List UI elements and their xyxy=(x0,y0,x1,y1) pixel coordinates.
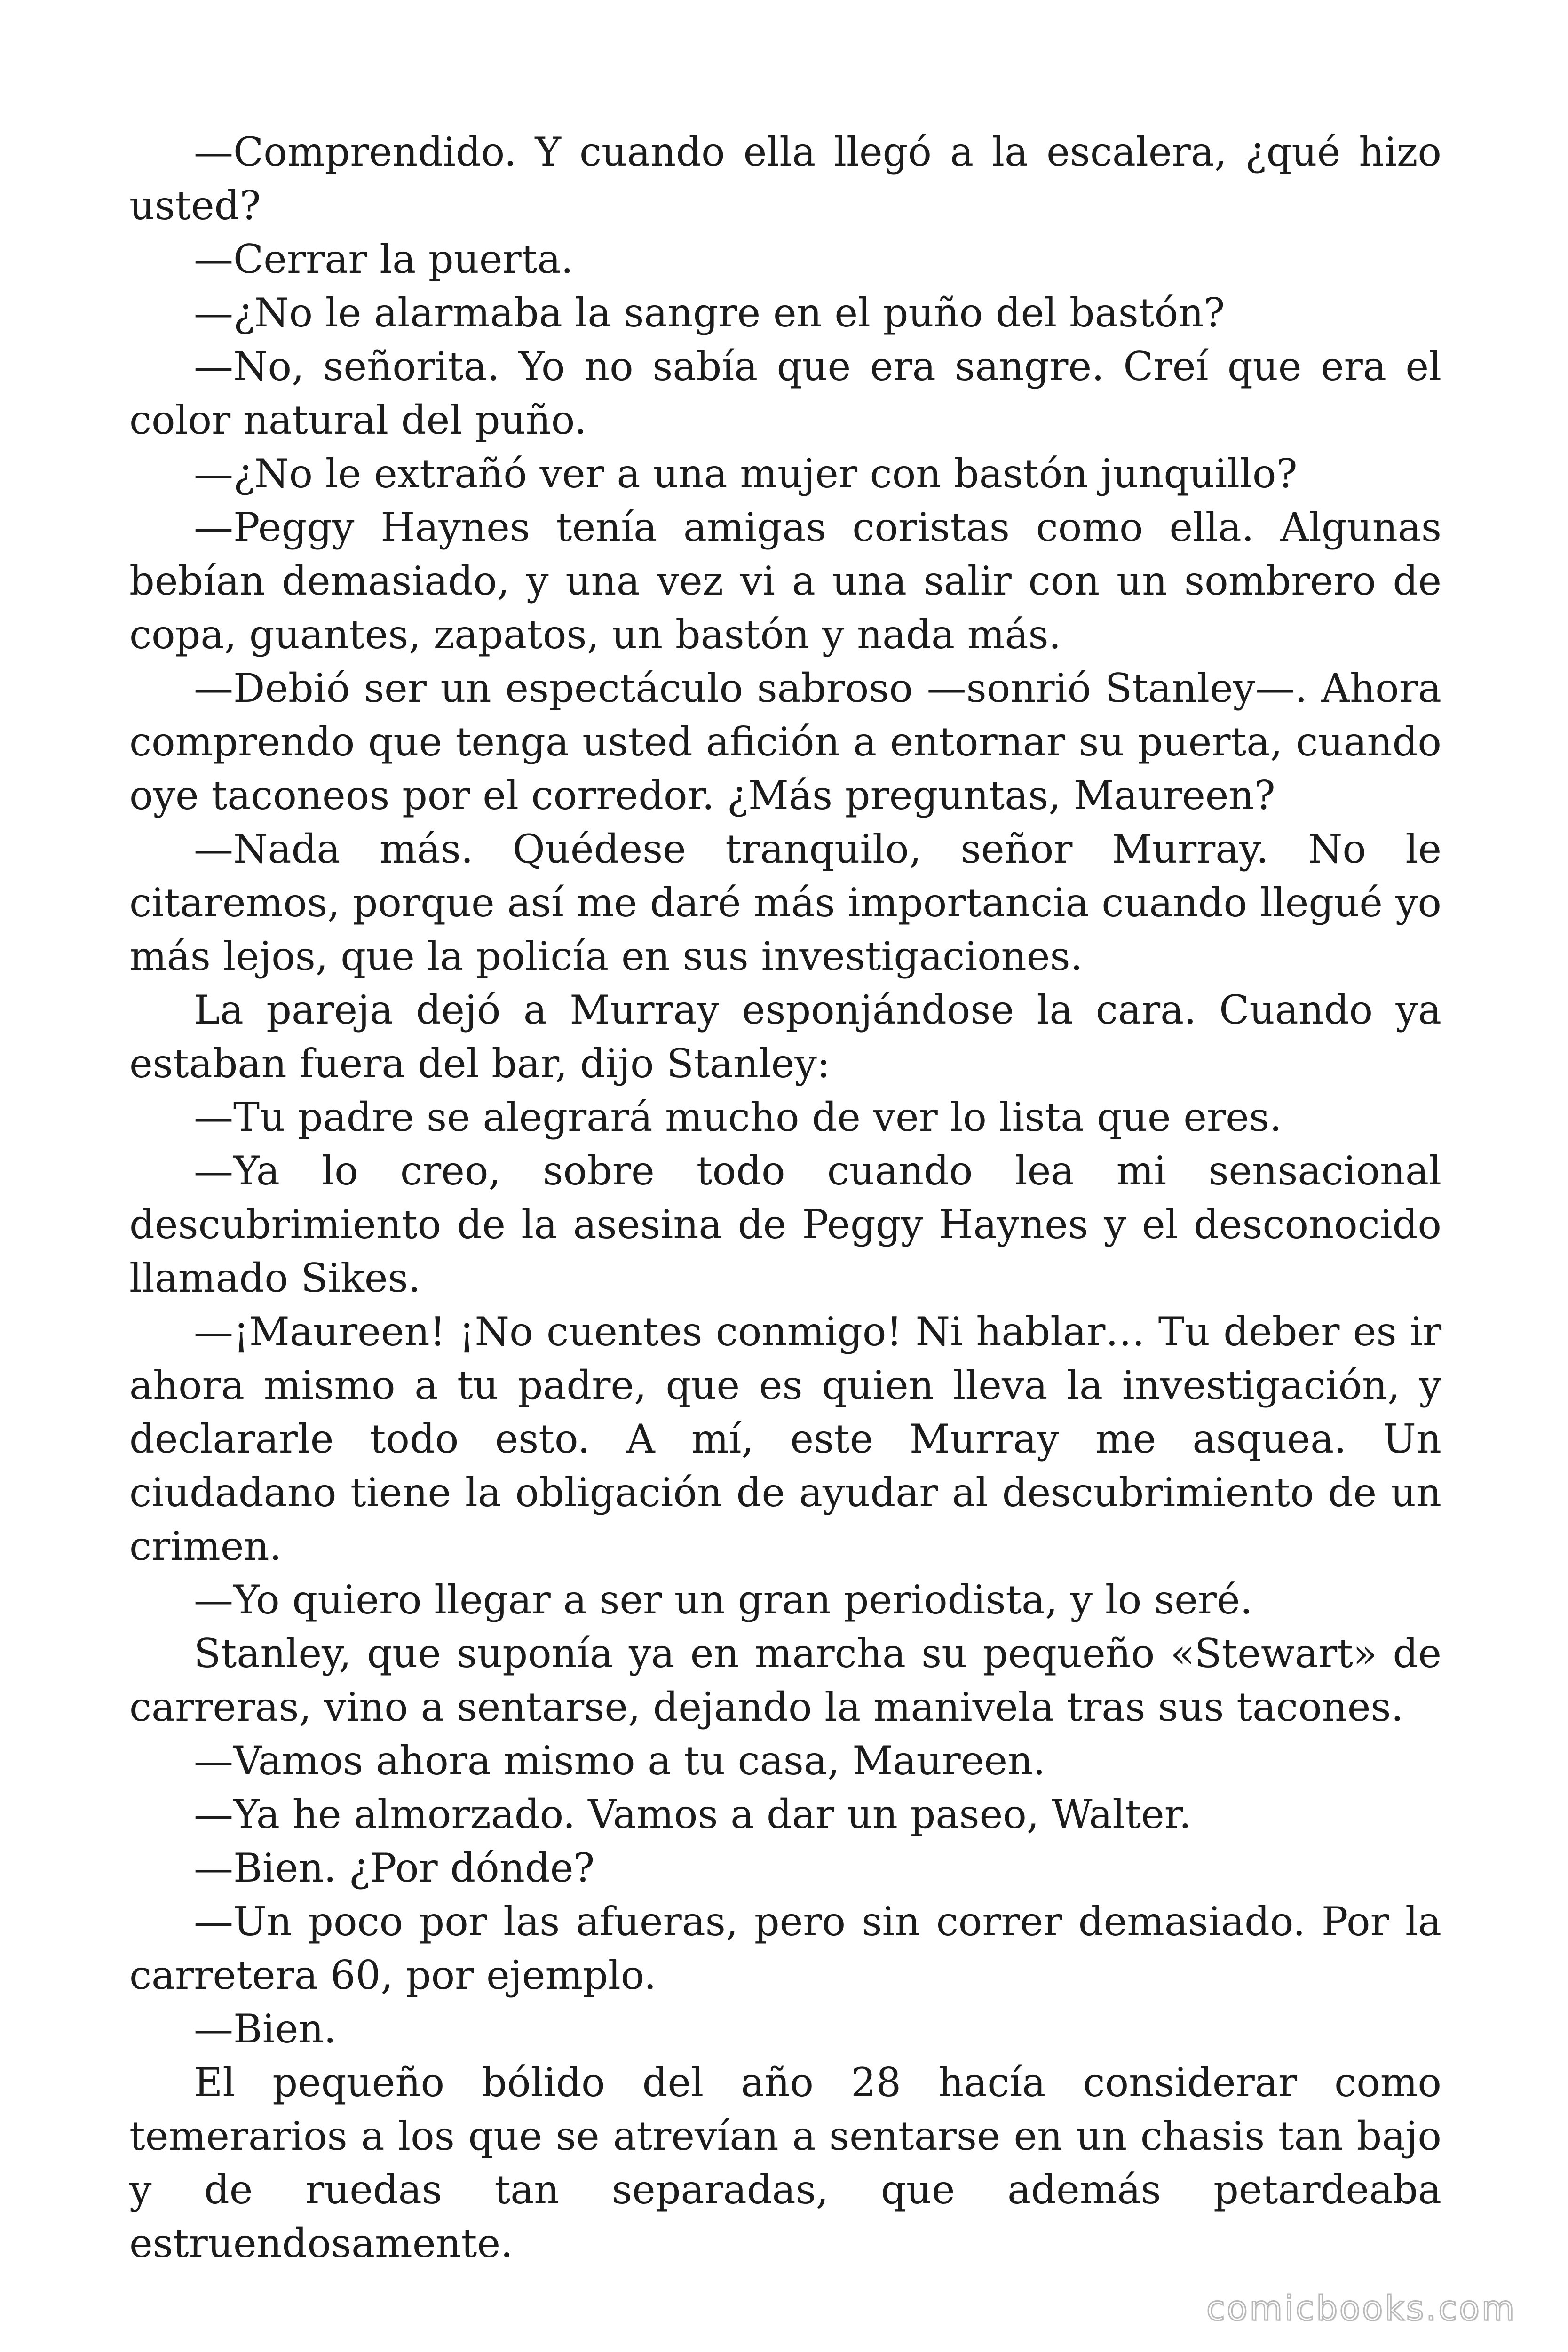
paragraph: Stanley, que suponía ya en marcha su pequeño «Stewart» de carreras, vino a sentarse, dejando la manivela tras sus tacones. xyxy=(129,1630,1441,1730)
paragraph: —Un poco por las afueras, pero sin correr demasiado. Por la carretera 60, por ejemplo. xyxy=(129,1899,1441,1998)
paragraph: —¿No le alarmaba la sangre en el puño del bastón? xyxy=(194,290,1225,336)
paragraph: —Bien. ¿Por dónde? xyxy=(194,1845,595,1891)
paragraph: —Tu padre se alegrará mucho de ver lo lista que eres. xyxy=(194,1094,1282,1140)
paragraph: —Yo quiero llegar a ser un gran periodista, y lo seré. xyxy=(194,1577,1253,1623)
paragraph: —Ya he almorzado. Vamos a dar un paseo, Walter. xyxy=(194,1791,1192,1837)
book-page-text xyxy=(129,125,1441,2270)
paragraph: —Vamos ahora mismo a tu casa, Maureen. xyxy=(194,1738,1045,1784)
paragraph: —¿No le extrañó ver a una mujer con bastón junquillo? xyxy=(194,451,1298,497)
paragraph: —Comprendido. Y cuando ella llegó a la escalera, ¿qué hizo usted? xyxy=(129,129,1441,229)
paragraph: —Debió ser un espectáculo sabroso —sonrió Stanley—. Ahora comprendo que tenga usted afición a entornar su puerta, cuando oye taconeos por el corredor. ¿Más preguntas, Maureen? xyxy=(129,665,1441,818)
paragraph: —Nada más. Quédese tranquilo, señor Murray. No le citaremos, porque así me daré más importancia cuando llegué yo más lejos, que la policía en sus investigaciones. xyxy=(129,826,1441,979)
paragraph: —Bien. xyxy=(194,2006,337,2052)
paragraph: —Peggy Haynes tenía amigas coristas como ella. Algunas bebían demasiado, y una vez vi a una salir con un sombrero de copa, guantes, zapatos, un bastón y nada más. xyxy=(129,504,1441,658)
paragraph: —No, señorita. Yo no sabía que era sangre. Creí que era el color natural del puño. xyxy=(129,343,1441,443)
paragraph: —¡Maureen! ¡No cuentes conmigo! Ni hablar… Tu deber es ir ahora mismo a tu padre, que es quien lleva la investigación, y declararle todo esto. A mí, este Murray me asquea. Un ciudadano tiene la obligación de ayudar al descubrimiento de un crimen. xyxy=(129,1309,1441,1569)
paragraph: —Ya lo creo, sobre todo cuando lea mi sensacional descubrimiento de la asesina de Peggy Haynes y el desconocido llamado Sikes. xyxy=(129,1148,1441,1301)
paragraph: El pequeño bólido del año 28 hacía considerar como temerarios a los que se atrevían a sentarse en un chasis tan bajo y de ruedas tan separadas, que además petardeaba estruendosamente. xyxy=(129,2059,1441,2266)
watermark: comicbooks.com xyxy=(1206,2288,1516,2328)
paragraph: —Cerrar la puerta. xyxy=(194,236,574,282)
paragraph: La pareja dejó a Murray esponjándose la cara. Cuando ya estaban fuera del bar, dijo Stanley: xyxy=(129,987,1441,1087)
